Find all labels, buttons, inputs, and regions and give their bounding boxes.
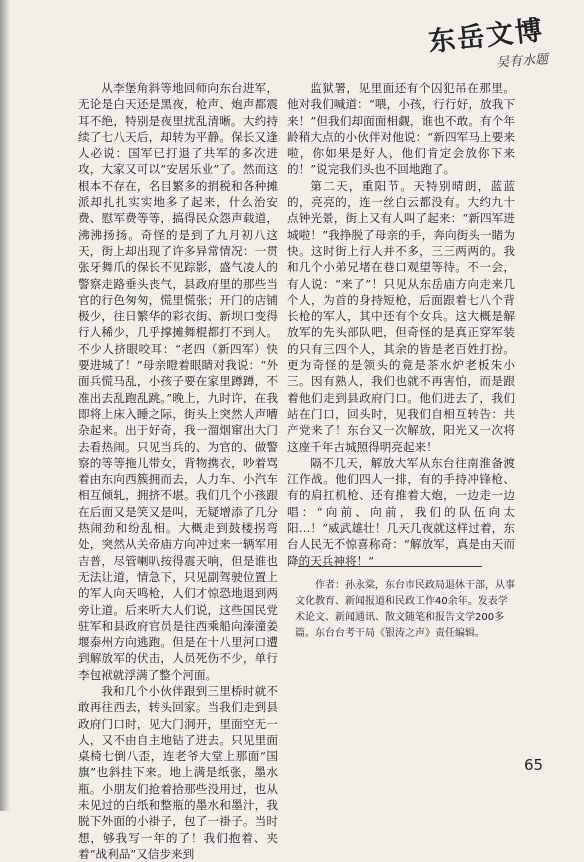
- paragraph: 隔不几天，解放大军从东台往南淮备渡江作战。他们四人一排，有的手持冲锋枪、有的肩扛机枪、还有推着大炮，一边走一边唱：“向前、向前，我们的队伍向太阳…！”威武雄壮！几天几夜就这样过着，东台人民无不惊喜称奇：“解放军，真是由天而降的天兵神将！”: [287, 455, 515, 568]
- book-spine-shadow: [0, 0, 10, 811]
- author-bio-text: 作者：孙永棠，东台市民政局退休干部，从事文化教育、新闻报道和民政工作40余年。发表学术论文、新闻通讯、散文随笔和报告文学200多篇。东台台考干局《银涛之声》责任编辑。: [295, 580, 515, 639]
- column-header: [414, 14, 554, 74]
- paragraph: 我和几个小伙伴跟到三里桥时就不敢再往西去，转头回家。当我们走到县政府门口时，见大门洞开，里面空无一人，又不由自主地钻了进去。只见里面桌椅七倒八歪，连老爷大堂上那面“国旗”也斜挂下来。地上满是纸张，墨水瓶。小朋友们抢着拾那些没用过，也从未见过的白纸和整瓶的墨水和墨汁，我脱下外面的小褂子，包了一褂子。当时想，够我写一年的了！我们抱着、夹着“战利品”又信步来到: [78, 683, 278, 861]
- author-bio: [295, 578, 515, 642]
- left-text-column: [78, 80, 278, 861]
- page-number: 65: [524, 756, 544, 774]
- column-title: 东岳文博: [427, 15, 546, 58]
- paragraph: 监狱署，见里面还有个囚犯吊在那里。他对我们喊道：“喂，小孩，行行好，放我下来！”但我们却面面相觑，谁也不敢。有个年龄稍大点的小伙伴对他说：“新四军马上要来啦，你如果是好人，他们肯定会放你下来的！”说完我们头也不回地跑了。: [287, 81, 515, 177]
- paragraph: 第二天，重阳节。天特别晴朗，蓝蓝的，亮亮的，连一丝白云都没有。大约九十点钟光景，街上又有人叫了起来：“新四军进城啦！”我挣脱了母亲的手，奔向街头一睹为快。这时街上行人并不多，三三两两的。我和几个小弟兄堵在巷口观望等待。不一会，有人说：“来了”！只见从东岳庙方向走来几个人，为首的身持短枪，后面跟着七八个背长枪的军人，其中还有个女兵。这大概是解放军的先头部队吧，但奇怪的是真正穿军装的只有三四个人，其余的皆是老百姓打扮。更为奇怪的是领头的竟是茶水炉老板朱小三。因有熟人，我们也就不再害怕，而是跟着他们走到县政府门口。他们进去了，我们站在门口，回头时，见我们自相互转告：共产党来了！东台又一次解放，阳光又一次将这座千年古城照得明亮起来！: [287, 178, 515, 454]
- calligraphy-signature: 吴有水题: [495, 52, 549, 71]
- right-text-column: [287, 80, 515, 568]
- paragraph: 从李堡角斜等地回师向东台进军，无论是白天还是黑夜，枪声、炮声都震耳不绝，特别是夜里扰乱清晰。大约持续了七八天后，却转为平静。保长又逢人必说：国军已打退了共军的多次进攻，大家又可以“安居乐业”了。然而这根本不存在，名目繁多的捐税和各种摊派却扎扎实实地多了起来，什么治安费、慰军费等等，搞得民众怨声载道，沸沸扬扬。奇怪的是到了九月初八这天，街上却出现了许多异常情况：一贯张牙舞爪的保长不见踪影，盛气凌人的警察走路垂头丧气，县政府里的那些当官的行色匆匆，慌里慌张；开门的店铺极少，往日繁华的彩衣街、新坝口变得行人稀少，几乎撑摊舞棍都打不到人。不少人挤眼咬耳：“老四（新四军）快要进城了！”母亲瞪着眼睛对我说：“外面兵慌马乱，小孩子要在家里蹲蹲，不准出去乱跑乱跳。”晚上，九时许，在我即将上床入睡之际，街头上突然人声嘈杂起来。出于好奇，我一溜烟窜出大门去看热闹。只见当兵的、为官的、做警察的等等拖儿带女，背物携衣，吵着骂着由东向西簇拥而去，人力车、小汽车相互倾轧，拥挤不堪。我们几个小孩跟在后面又是笑又是叫，无疑增添了几分热闹劲和纷乱相。大概走到鼓楼拐弯处，突然从关帝庙方向冲过来一辆军用吉普，尽管喇叭按得震天响，但是谁也无法让道，情急下，只见副驾驶位置上的军人向天鸣枪，人们才惊恐地退到两旁让道。后来听大人们说，这些国民党驻军和县政府官员是往西乘船向溱潼姜堰泰州方向逃跑。但是在十八里河口遭到解放军的伏击，人员死伤不少，单行李包袱就浮满了整个河面。: [78, 81, 278, 682]
- divider-line: [298, 566, 482, 567]
